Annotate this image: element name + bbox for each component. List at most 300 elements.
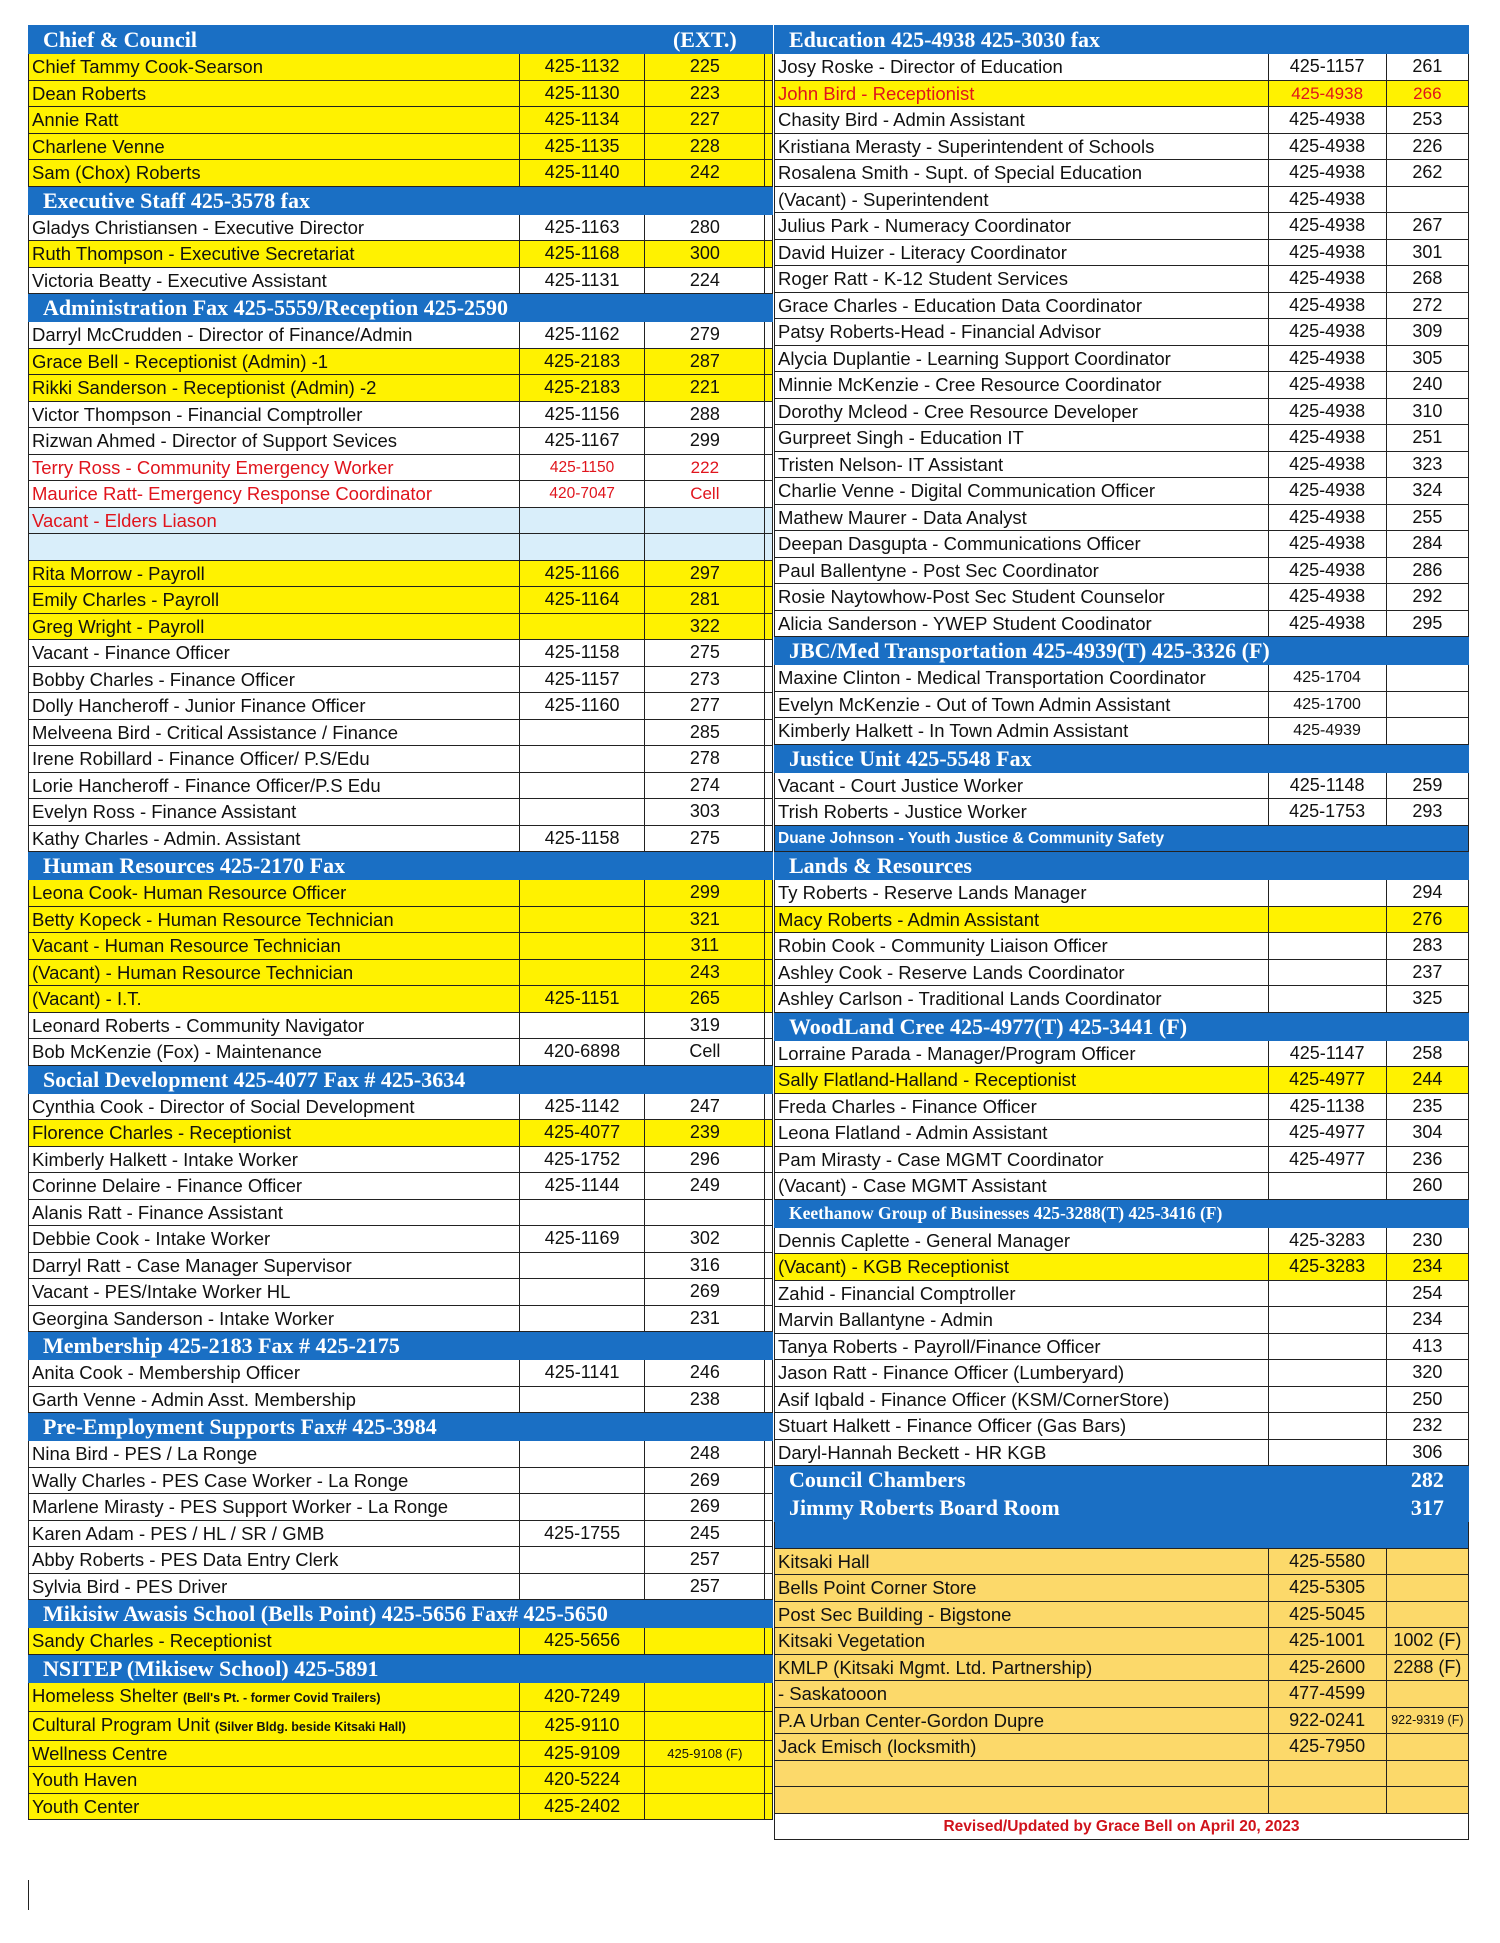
directory-row	[29, 1226, 773, 1253]
directory-row	[29, 534, 773, 561]
extension-cell: 239	[645, 1120, 765, 1147]
extension-cell: 1002 (F)	[1386, 1628, 1468, 1655]
phone-cell	[519, 1012, 644, 1039]
phone-cell: 425-1158	[519, 640, 644, 667]
section-title: Human Resources 425-2170 Fax	[29, 852, 520, 880]
extension-cell: 274	[645, 772, 765, 799]
name-cell: Victor Thompson - Financial Comptroller	[29, 401, 520, 428]
spacer-cell	[765, 375, 773, 402]
name-cell: Georgina Sanderson - Intake Worker	[29, 1305, 520, 1332]
directory-row	[29, 1740, 773, 1767]
phone-cell: 425-3283	[1268, 1254, 1386, 1281]
phone-cell	[519, 26, 644, 54]
name-cell: Asif Iqbald - Finance Officer (KSM/CornerStore)	[775, 1386, 1269, 1413]
name-cell: Anita Cook - Membership Officer	[29, 1360, 520, 1387]
directory-row	[29, 54, 773, 81]
extension-cell: 245	[645, 1520, 765, 1547]
extension-cell: 267	[1386, 213, 1468, 240]
extension-cell	[645, 534, 765, 561]
directory-row	[29, 1360, 773, 1387]
phone-cell	[519, 880, 644, 907]
extension-cell: 247	[645, 1093, 765, 1120]
directory-row	[775, 1040, 1469, 1067]
directory-row	[29, 1173, 773, 1200]
extension-cell: 299	[645, 428, 765, 455]
spacer-cell	[765, 640, 773, 667]
phone-cell	[519, 534, 644, 561]
directory-row	[775, 1307, 1469, 1334]
directory-row	[29, 719, 773, 746]
spacer-cell	[765, 852, 773, 880]
directory-row	[29, 1012, 773, 1039]
name-cell: Bob McKenzie (Fox) - Maintenance	[29, 1039, 520, 1066]
name-cell: Leona Flatland - Admin Assistant	[775, 1120, 1269, 1147]
extension-cell: 304	[1386, 1120, 1468, 1147]
name-cell: Karen Adam - PES / HL / SR / GMB	[29, 1520, 520, 1547]
spacer-cell	[765, 1682, 773, 1711]
extension-cell: 243	[645, 959, 765, 986]
extension-cell: 305	[1386, 345, 1468, 372]
phone-cell: 425-4938	[1268, 107, 1386, 134]
name-cell: Zahid - Financial Comptroller	[775, 1280, 1269, 1307]
spacer-cell	[765, 481, 773, 508]
name-cell: Bobby Charles - Finance Officer	[29, 666, 520, 693]
phone-cell: 425-4938	[1268, 213, 1386, 240]
directory-row	[775, 1601, 1469, 1628]
phone-cell: 425-2183	[519, 348, 644, 375]
name-cell: Grace Bell - Receptionist (Admin) -1	[29, 348, 520, 375]
phone-cell: 425-1700	[1268, 691, 1386, 718]
footer-row	[775, 1813, 1469, 1840]
phone-cell: 425-4938	[1268, 266, 1386, 293]
extension-cell: 261	[1386, 54, 1468, 81]
directory-row	[29, 133, 773, 160]
name-cell: Vacant - Elders Liason	[29, 507, 520, 534]
extension-cell: (EXT.)	[645, 26, 765, 54]
directory-row	[775, 54, 1469, 81]
phone-cell: 425-1134	[519, 107, 644, 134]
name-cell: (Vacant) - KGB Receptionist	[775, 1254, 1269, 1281]
spacer-cell	[765, 401, 773, 428]
directory-row	[775, 1548, 1469, 1575]
spacer-cell	[765, 428, 773, 455]
revised-note: Revised/Updated by Grace Bell on April 20, 2023	[775, 1813, 1469, 1840]
extension-cell: 242	[645, 160, 765, 187]
spacer-cell	[765, 666, 773, 693]
phone-cell: 425-1131	[519, 267, 644, 294]
name-cell	[775, 1787, 1269, 1814]
phone-cell: 425-1164	[519, 587, 644, 614]
name-cell: Corinne Delaire - Finance Officer	[29, 1173, 520, 1200]
name-cell: Wellness Centre	[29, 1740, 520, 1767]
directory-row	[29, 1120, 773, 1147]
section-title: Chief & Council	[29, 26, 520, 54]
extension-cell: 320	[1386, 1360, 1468, 1387]
phone-cell: 425-1752	[519, 1146, 644, 1173]
directory-row	[775, 799, 1469, 826]
directory-row	[29, 1793, 773, 1820]
section-title: Justice Unit 425-5548 Fax	[775, 744, 1269, 772]
directory-row	[29, 1199, 773, 1226]
name-cell: Minnie McKenzie - Cree Resource Coordinator	[775, 372, 1269, 399]
phone-cell	[519, 1467, 644, 1494]
name-cell: Jason Ratt - Finance Officer (Lumberyard)	[775, 1360, 1269, 1387]
spacer-cell	[765, 267, 773, 294]
directory-row	[29, 799, 773, 826]
phone-cell: 425-5656	[519, 1628, 644, 1655]
directory-row	[29, 825, 773, 852]
name-cell: Rikki Sanderson - Receptionist (Admin) -2	[29, 375, 520, 402]
phone-cell: 425-2600	[1268, 1654, 1386, 1681]
section-title: Lands & Resources	[775, 852, 1469, 880]
directory-row	[775, 478, 1469, 505]
extension-cell: 297	[645, 560, 765, 587]
name-cell: Vacant - Human Resource Technician	[29, 933, 520, 960]
extension-cell: 235	[1386, 1093, 1468, 1120]
section-header	[775, 1494, 1469, 1522]
phone-cell: 425-4938	[1268, 557, 1386, 584]
section-header	[775, 26, 1469, 54]
phone-cell: 425-4938	[1268, 292, 1386, 319]
extension-cell: 425-9108 (F)	[645, 1740, 765, 1767]
directory-row	[775, 906, 1469, 933]
directory-row	[29, 746, 773, 773]
extension-cell: 249	[645, 1173, 765, 1200]
directory-row	[775, 1439, 1469, 1466]
name-cell: Rita Morrow - Payroll	[29, 560, 520, 587]
extension-cell: 325	[1386, 986, 1468, 1013]
phone-cell: 425-4938	[1268, 319, 1386, 346]
phone-cell	[519, 852, 644, 880]
phone-cell	[1268, 880, 1386, 907]
name-cell: Irene Robillard - Finance Officer/ P.S/Edu	[29, 746, 520, 773]
name-cell: Dorothy Mcleod - Cree Resource Developer	[775, 398, 1269, 425]
phone-cell: 425-1160	[519, 693, 644, 720]
name-cell: Charlene Venne	[29, 133, 520, 160]
phone-cell	[519, 746, 644, 773]
extension-cell: 275	[645, 825, 765, 852]
extension-cell: 284	[1386, 531, 1468, 558]
directory-row	[29, 640, 773, 667]
extension-cell	[645, 1767, 765, 1794]
name-cell: Darryl McCrudden - Director of Finance/Admin	[29, 322, 520, 349]
directory-row	[29, 1441, 773, 1468]
spacer-cell	[765, 1360, 773, 1387]
directory-row	[29, 1252, 773, 1279]
name-cell: Wally Charles - PES Case Worker - La Ronge	[29, 1467, 520, 1494]
extension-cell: 222	[645, 454, 765, 481]
phone-cell: 425-4938	[1268, 160, 1386, 187]
name-cell: Pam Mirasty - Case MGMT Coordinator	[775, 1146, 1269, 1173]
directory-row	[775, 1707, 1469, 1734]
extension-cell: 293	[1386, 799, 1468, 826]
extension-cell: 413	[1386, 1333, 1468, 1360]
phone-cell: 425-4938	[1268, 80, 1386, 107]
left-column	[28, 25, 773, 1820]
extension-cell: 265	[645, 986, 765, 1013]
phone-cell	[1268, 1360, 1386, 1387]
phone-cell	[519, 719, 644, 746]
spacer-cell	[765, 80, 773, 107]
phone-cell: 425-4938	[1268, 133, 1386, 160]
spacer-cell	[765, 107, 773, 134]
extension-cell: 306	[1386, 1439, 1468, 1466]
phone-cell: 425-1140	[519, 160, 644, 187]
name-cell: Cynthia Cook - Director of Social Development	[29, 1093, 520, 1120]
extension-cell	[1386, 665, 1468, 692]
phone-cell	[519, 959, 644, 986]
directory-row	[775, 1734, 1469, 1761]
spacer-cell	[765, 534, 773, 561]
phone-cell	[1268, 959, 1386, 986]
spacer-cell	[765, 454, 773, 481]
name-cell: Evelyn McKenzie - Out of Town Admin Assistant	[775, 691, 1269, 718]
extension-cell	[645, 1628, 765, 1655]
name-cell	[29, 534, 520, 561]
phone-cell: 420-7047	[519, 481, 644, 508]
extension-cell: 238	[645, 1386, 765, 1413]
name-cell: Ashley Cook - Reserve Lands Coordinator	[775, 959, 1269, 986]
phone-cell: 425-4938	[1268, 239, 1386, 266]
directory-row	[29, 80, 773, 107]
name-cell: Emily Charles - Payroll	[29, 587, 520, 614]
extension-cell	[1386, 691, 1468, 718]
extension-cell: 283	[1386, 933, 1468, 960]
spacer-cell	[765, 1573, 773, 1600]
directory-row	[29, 1520, 773, 1547]
extension-cell: 299	[645, 880, 765, 907]
phone-cell: 425-2183	[519, 375, 644, 402]
phone-cell: 425-1753	[1268, 799, 1386, 826]
phone-cell: 425-4938	[1268, 186, 1386, 213]
name-cell: Ashley Carlson - Traditional Lands Coordinator	[775, 986, 1269, 1013]
name-cell: Maurice Ratt- Emergency Response Coordinator	[29, 481, 520, 508]
name-cell: Gurpreet Singh - Education IT	[775, 425, 1269, 452]
directory-row	[29, 693, 773, 720]
extension-cell: 279	[645, 322, 765, 349]
name-cell: Kathy Charles - Admin. Assistant	[29, 825, 520, 852]
spacer-cell	[765, 1767, 773, 1794]
phone-cell: 425-1156	[519, 401, 644, 428]
name-cell: (Vacant) - I.T.	[29, 986, 520, 1013]
section-header	[29, 26, 773, 54]
name-cell: Chief Tammy Cook-Searson	[29, 54, 520, 81]
extension-cell	[1386, 1760, 1468, 1787]
extension-cell	[645, 1682, 765, 1711]
extension-cell: 230	[1386, 1227, 1468, 1254]
name-cell: Alicia Sanderson - YWEP Student Coodinator	[775, 610, 1269, 637]
extension-cell: 225	[645, 54, 765, 81]
name-cell: Alycia Duplantie - Learning Support Coordinator	[775, 345, 1269, 372]
spacer-cell	[765, 1120, 773, 1147]
section-title: Education 425-4938 425-3030 fax	[775, 26, 1469, 54]
extension-cell	[1386, 718, 1468, 745]
name-cell: Kimberly Halkett - Intake Worker	[29, 1146, 520, 1173]
section-title	[775, 1522, 1469, 1549]
directory-row	[29, 507, 773, 534]
phone-cell: 425-4938	[1268, 372, 1386, 399]
name-cell: (Vacant) - Human Resource Technician	[29, 959, 520, 986]
phone-cell	[519, 613, 644, 640]
extension-cell: 300	[645, 241, 765, 268]
extension-cell: 244	[1386, 1067, 1468, 1094]
spacer-cell	[765, 587, 773, 614]
spacer-cell	[765, 719, 773, 746]
extension-cell: 257	[645, 1573, 765, 1600]
spacer-cell	[765, 933, 773, 960]
phone-cell: 425-1001	[1268, 1628, 1386, 1655]
extension-cell: 231	[645, 1305, 765, 1332]
extension-cell: 311	[645, 933, 765, 960]
section-header	[29, 1413, 773, 1441]
directory-row	[29, 933, 773, 960]
name-cell: Tanya Roberts - Payroll/Finance Officer	[775, 1333, 1269, 1360]
extension-cell: 277	[645, 693, 765, 720]
extension-cell: 324	[1386, 478, 1468, 505]
directory-row	[775, 825, 1469, 852]
name-cell: Annie Ratt	[29, 107, 520, 134]
extension-cell: 321	[645, 906, 765, 933]
extension-cell: 323	[1386, 451, 1468, 478]
extension-cell	[1386, 186, 1468, 213]
section-header	[29, 1654, 773, 1682]
phone-cell: 425-9109	[519, 1740, 644, 1767]
extension-cell: 248	[645, 1441, 765, 1468]
directory-row	[775, 610, 1469, 637]
section-title: Jimmy Roberts Board Room	[775, 1494, 1269, 1522]
directory-row	[29, 986, 773, 1013]
directory-row	[775, 1360, 1469, 1387]
directory-row	[775, 425, 1469, 452]
name-cell: Trish Roberts - Justice Worker	[775, 799, 1269, 826]
extension-cell: 266	[1386, 80, 1468, 107]
location-note: (Bell's Pt. - former Covid Trailers)	[183, 1690, 381, 1705]
directory-row	[775, 504, 1469, 531]
phone-cell: 425-4938	[1268, 531, 1386, 558]
extension-cell: 223	[645, 80, 765, 107]
name-cell: Debbie Cook - Intake Worker	[29, 1226, 520, 1253]
phone-cell: 420-7249	[519, 1682, 644, 1711]
name-cell: Rosalena Smith - Supt. of Special Education	[775, 160, 1269, 187]
directory-row	[29, 401, 773, 428]
spacer-cell	[765, 825, 773, 852]
directory-row	[775, 1280, 1469, 1307]
section-title: Social Development 425-4077 Fax # 425-3634	[29, 1065, 773, 1093]
name-cell: Jack Emisch (locksmith)	[775, 1734, 1269, 1761]
phone-cell	[519, 772, 644, 799]
phone-cell: 425-3283	[1268, 1227, 1386, 1254]
extension-cell	[1386, 744, 1468, 772]
extension-cell	[645, 1199, 765, 1226]
section-title: Keethanow Group of Businesses 425-3288(T) 425-3416 (F)	[775, 1199, 1469, 1227]
directory-row	[775, 1522, 1469, 1549]
spacer-cell	[765, 1252, 773, 1279]
section-title: Pre-Employment Supports Fax# 425-3984	[29, 1413, 773, 1441]
spacer-cell	[765, 1441, 773, 1468]
directory-row	[775, 557, 1469, 584]
phone-cell: 425-4977	[1268, 1146, 1386, 1173]
spacer-cell	[765, 1012, 773, 1039]
directory-row	[775, 1120, 1469, 1147]
directory-row	[29, 428, 773, 455]
directory-row	[775, 772, 1469, 799]
directory-row	[775, 266, 1469, 293]
spacer-cell	[765, 186, 773, 214]
name-cell	[29, 1711, 520, 1740]
extension-cell: 282	[1386, 1466, 1468, 1494]
spacer-cell	[765, 1039, 773, 1066]
spacer-cell	[765, 1146, 773, 1173]
name-cell: Julius Park - Numeracy Coordinator	[775, 213, 1269, 240]
phone-cell: 425-1157	[519, 666, 644, 693]
name-cell: Marlene Mirasty - PES Support Worker - La Ronge	[29, 1494, 520, 1521]
left-directory-table	[28, 25, 773, 1820]
extension-cell: 268	[1386, 266, 1468, 293]
right-directory-table	[774, 25, 1469, 1840]
name-cell: Stuart Halkett - Finance Officer (Gas Bars)	[775, 1413, 1269, 1440]
phone-cell	[1268, 1333, 1386, 1360]
location-name: Cultural Program Unit	[32, 1713, 210, 1735]
directory-row	[775, 398, 1469, 425]
phone-cell	[1268, 744, 1386, 772]
directory-row	[775, 319, 1469, 346]
extension-cell: 226	[1386, 133, 1468, 160]
directory-row	[775, 80, 1469, 107]
directory-row	[29, 375, 773, 402]
extension-cell: 250	[1386, 1386, 1468, 1413]
directory-row	[775, 1628, 1469, 1655]
directory-row	[775, 1760, 1469, 1787]
phone-cell: 425-4938	[1268, 584, 1386, 611]
directory-row	[775, 1575, 1469, 1602]
name-cell: Vacant - Finance Officer	[29, 640, 520, 667]
directory-row	[775, 1093, 1469, 1120]
extension-cell: 286	[1386, 557, 1468, 584]
extension-cell	[645, 852, 765, 880]
spacer-cell	[765, 560, 773, 587]
phone-cell: 425-2402	[519, 1793, 644, 1820]
extension-cell: 257	[645, 1547, 765, 1574]
directory-row	[29, 1547, 773, 1574]
extension-cell: 234	[1386, 1254, 1468, 1281]
phone-cell: 425-1151	[519, 986, 644, 1013]
directory-row	[29, 1279, 773, 1306]
phone-cell	[519, 1573, 644, 1600]
phone-cell	[1268, 1413, 1386, 1440]
name-cell: Deepan Dasgupta - Communications Officer	[775, 531, 1269, 558]
extension-cell: 272	[1386, 292, 1468, 319]
name-cell: Kristiana Merasty - Superintendent of Schools	[775, 133, 1269, 160]
phone-cell	[1268, 933, 1386, 960]
name-cell: Youth Haven	[29, 1767, 520, 1794]
spacer-cell	[765, 880, 773, 907]
extension-cell: 2288 (F)	[1386, 1654, 1468, 1681]
extension-cell: 240	[1386, 372, 1468, 399]
directory-row	[775, 531, 1469, 558]
phone-cell	[519, 1199, 644, 1226]
phone-cell	[1268, 1307, 1386, 1334]
name-cell: P.A Urban Center-Gordon Dupre	[775, 1707, 1269, 1734]
spacer-cell	[765, 959, 773, 986]
name-cell: Victoria Beatty - Executive Assistant	[29, 267, 520, 294]
spacer-cell	[765, 1467, 773, 1494]
extension-cell: 227	[645, 107, 765, 134]
name-cell: Kitsaki Vegetation	[775, 1628, 1269, 1655]
section-header	[775, 852, 1469, 880]
phone-cell: 425-1147	[1268, 1040, 1386, 1067]
directory-row	[775, 160, 1469, 187]
phone-cell: 425-1755	[519, 1520, 644, 1547]
